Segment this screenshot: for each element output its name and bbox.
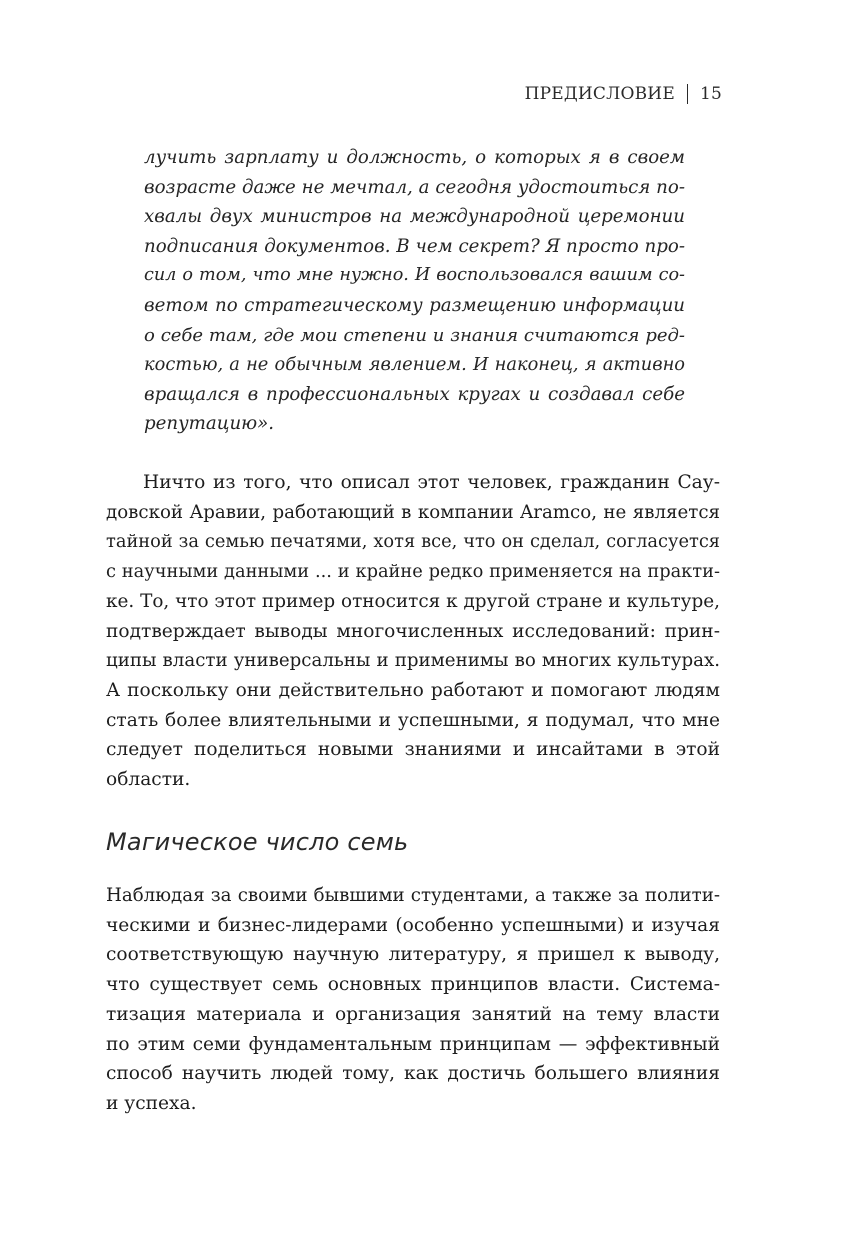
paragraph-line: тизация материала и организация занятий на тему власти xyxy=(106,1003,720,1025)
paragraph-aramco-example xyxy=(106,468,720,795)
paragraph-line: ципы власти универсальны и применимы во многих культурах. xyxy=(106,650,720,672)
paragraph-line: области. xyxy=(106,769,191,791)
paragraph-line: и успеха. xyxy=(106,1092,197,1114)
section-heading: Магическое число семь xyxy=(106,828,409,856)
paragraph-line: следует поделиться новыми знаниями и инсайтами в этой xyxy=(106,739,720,761)
paragraph-line: А поскольку они действительно работают и помогают людям xyxy=(106,679,720,701)
paragraph-line: тайной за семью печатями, хотя все, что он сделал, согласуется xyxy=(106,531,720,553)
running-header xyxy=(525,84,722,104)
quote-line: репутацию». xyxy=(144,413,275,435)
paragraph-line: что существует семь основных принципов власти. Система- xyxy=(106,974,720,996)
quote-line: хвалы двух министров на международной церемонии xyxy=(144,206,685,228)
quote-line: лучить зарплату и должность, о которых я в своем xyxy=(144,147,685,168)
paragraph-line: с научными данными ... и крайне редко применяется на практи- xyxy=(106,561,720,583)
quote-line: подписания документов. В чем секрет? Я просто про- xyxy=(144,235,685,257)
block-quote xyxy=(144,143,685,439)
section-title: ПРЕДИСЛОВИЕ xyxy=(524,84,675,104)
paragraph-line: по этим семи фундаментальным принципам — эффективный xyxy=(106,1033,720,1055)
quote-line: ветом по стратегическому размещению информации xyxy=(144,294,685,316)
paragraph-line: Ничто из того, что описал этот человек, гражданин Сау- xyxy=(143,472,720,493)
quote-line: сил о том, что мне нужно. И воспользовался вашим со- xyxy=(144,265,685,286)
quote-line: возрасте даже не мечтал, а сегодня удостоиться по- xyxy=(144,176,685,198)
paragraph-seven-principles xyxy=(106,881,720,1119)
paragraph-line: Наблюдая за своими бывшими студентами, а также за полити- xyxy=(106,885,720,906)
paragraph-line: способ научить людей тому, как достичь большего влияния xyxy=(106,1063,720,1085)
quote-line: вращался в профессиональных кругах и создавал себе xyxy=(144,383,685,405)
quote-line: костью, а не обычным явлением. И наконец, я активно xyxy=(144,354,685,376)
paragraph-line: подтверждает выводы многочисленных исследований: прин- xyxy=(106,620,720,642)
quote-line: о себе там, где мои степени и знания считаются ред- xyxy=(144,324,685,346)
paragraph-line: стать более влиятельными и успешными, я подумал, что мне xyxy=(106,709,720,731)
page-number: 15 xyxy=(699,84,722,104)
paragraph-line: ческими и бизнес-лидерами (особенно успешными) и изучая xyxy=(106,914,720,936)
paragraph-line: соответствующую научную литературу, я пришел к выводу, xyxy=(106,944,720,966)
paragraph-line: довской Аравии, работающий в компании Aramco, не является xyxy=(106,501,720,523)
paragraph-line: ке. То, что этот пример относится к другой стране и культуре, xyxy=(106,590,720,612)
